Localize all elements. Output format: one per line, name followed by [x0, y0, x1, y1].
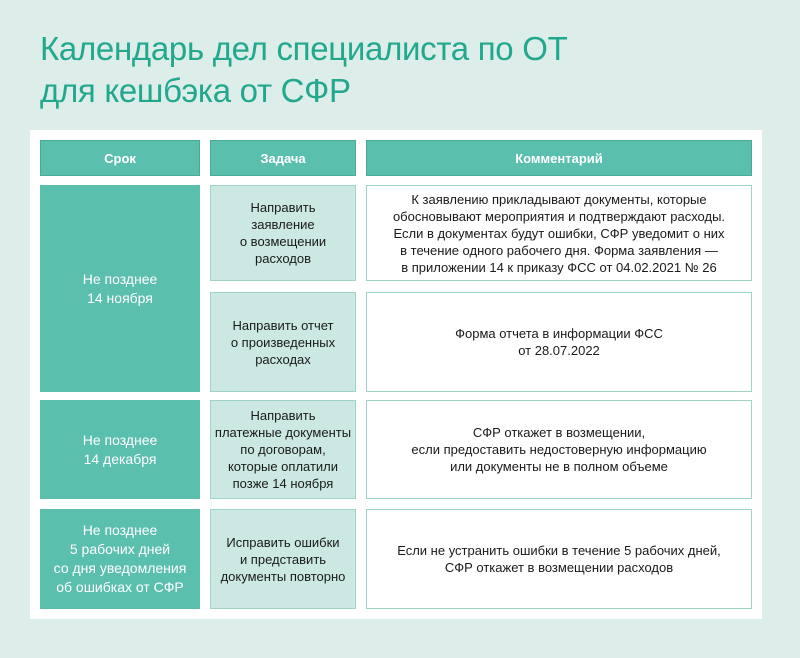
- comment-cell: Если не устранить ошибки в течение 5 рабочих дней, СФР откажет в возмещении расходов: [366, 509, 752, 609]
- header-term: Срок: [40, 140, 200, 176]
- term-cell: Не позднее 14 ноября: [40, 185, 200, 392]
- task-cell: Направить отчет о произведенных расходах: [210, 292, 356, 392]
- comment-cell: К заявлению прикладывают документы, которые обосновывают мероприятия и подтверждают расходы. Если в документах будут ошибки, СФР уведомит о них в течение одного рабочего дня. Форма заявления — в приложении 14 к приказу ФСС от 04.02.2021 № 26: [366, 185, 752, 281]
- header-comment: Комментарий: [366, 140, 752, 176]
- term-cell: Не позднее 14 декабря: [40, 400, 200, 499]
- term-cell: Не позднее 5 рабочих дней со дня уведомления об ошибках от СФР: [40, 509, 200, 609]
- task-cell: Исправить ошибки и представить документы повторно: [210, 509, 356, 609]
- title-line-1: Календарь дел специалиста по ОТ: [40, 30, 568, 67]
- task-cell: Направить платежные документы по договорам, которые оплатили позже 14 ноября: [210, 400, 356, 499]
- title-line-2: для кешбэка от СФР: [40, 72, 351, 109]
- comment-cell: СФР откажет в возмещении, если предоставить недостоверную информацию или документы не в полном объеме: [366, 400, 752, 499]
- comment-cell: Форма отчета в информации ФСС от 28.07.2022: [366, 292, 752, 392]
- task-cell: Направить заявление о возмещении расходов: [210, 185, 356, 281]
- header-task: Задача: [210, 140, 356, 176]
- calendar-table: [30, 130, 762, 619]
- page-title: [40, 28, 567, 112]
